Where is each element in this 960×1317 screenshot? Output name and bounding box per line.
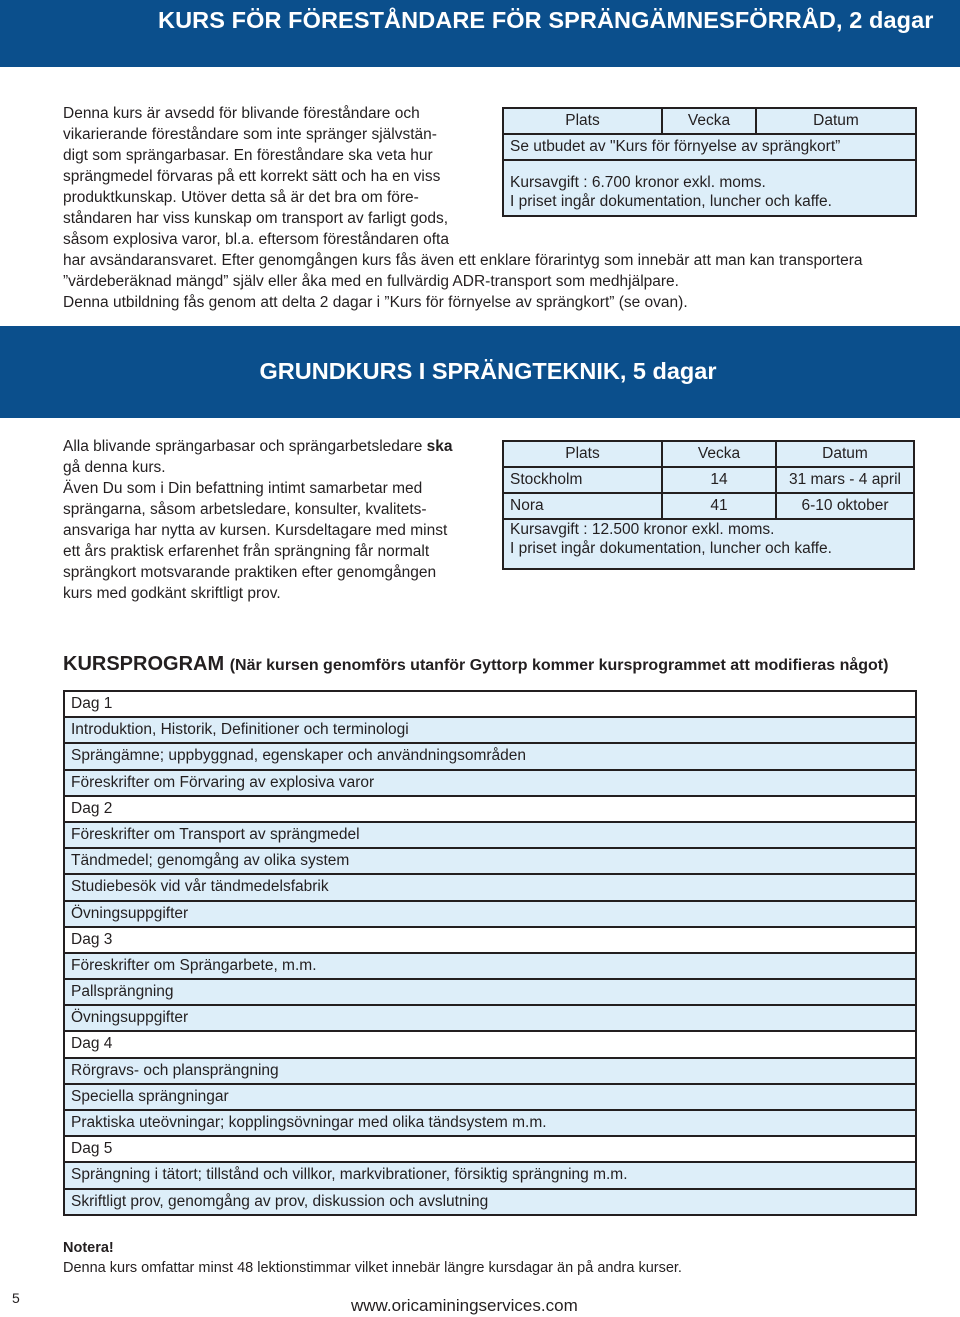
program-item: Föreskrifter om Transport av sprängmedel: [65, 823, 915, 849]
text-line: ståndaren har viss kunskap om transport av farligt gods,: [63, 210, 449, 227]
section-title: GRUNDKURS I SPRÄNGTEKNIK, 5 dagar: [259, 358, 717, 384]
text-line: ett års praktisk erfarenhet från sprängning får normalt: [63, 543, 430, 560]
location-cell: Nora: [503, 493, 662, 519]
program-item: Pallsprängning: [65, 980, 915, 1006]
column-header: Datum: [756, 108, 916, 134]
program-item: Introduktion, Historik, Definitioner och terminologi: [65, 718, 915, 744]
text-line: Även Du som i Din befattning intimt samarbetar med: [63, 480, 423, 497]
course-info-table: [502, 107, 917, 217]
emphasis-text: ska: [426, 438, 453, 455]
program-title: [63, 653, 888, 676]
program-day-header: Dag 1: [65, 692, 915, 718]
text-line: sprängmedel förvaras på ett korrekt sätt och ha en viss: [63, 168, 441, 185]
text-line: sprängkort motsvarande praktiken efter genomgången: [63, 564, 437, 581]
text-line: kurs med godkänt skriftligt prov.: [63, 585, 281, 602]
program-item: Sprängning i tätort; tillstånd och villkor, markvibrationer, försiktig sprängning m.m.: [65, 1163, 915, 1189]
course-description: [63, 103, 475, 250]
price-includes: I priset ingår dokumentation, luncher och kaffe.: [503, 193, 916, 216]
week-cell: 14: [662, 467, 776, 493]
text-line: har avsändaransvaret. Efter genomgången kurs fås även ett enklare förarintyg som innebär att man kan transportera: [63, 252, 863, 269]
schedule-note: Se utbudet av "Kurs för förnyelse av sprängkort”: [503, 134, 916, 160]
column-header: Datum: [776, 441, 914, 467]
program-item: Föreskrifter om Sprängarbete, m.m.: [65, 954, 915, 980]
course-schedule-table: [502, 440, 915, 570]
section-title: KURS FÖR FÖRESTÅNDARE FÖR SPRÄNGÄMNESFÖRRÅD, 2 dagar: [158, 7, 934, 33]
program-heading: KURSPROGRAM: [63, 653, 225, 675]
text-line: digt som sprängarbasar. En föreståndare ska veta hur: [63, 147, 433, 164]
column-header: Vecka: [662, 441, 776, 467]
program-item: Praktiska uteövningar; kopplingsövningar med olika tändsystem m.m.: [65, 1111, 915, 1137]
program-item: Övningsuppgifter: [65, 1006, 915, 1032]
note-text: Denna kurs omfattar minst 48 lektionstimmar vilket innebär längre kursdagar än på andra kurser.: [63, 1260, 682, 1276]
program-item: Speciella sprängningar: [65, 1085, 915, 1111]
spacer: [503, 160, 916, 173]
program-day-header: Dag 5: [65, 1137, 915, 1163]
text-line: produktkunskap. Utöver detta så är det bra om före-: [63, 189, 419, 206]
text-line: sprängarna, såsom arbetsledare, konsulter, kvalitets-: [63, 501, 427, 518]
program-item: Tändmedel; genomgång av olika system: [65, 849, 915, 875]
date-cell: 6-10 oktober: [776, 493, 914, 519]
column-header: Plats: [503, 108, 662, 134]
program-item: Föreskrifter om Förvaring av explosiva varor: [65, 771, 915, 797]
date-cell: 31 mars - 4 april: [776, 467, 914, 493]
course-banner-foreståndare: [0, 0, 960, 67]
program-item: Sprängämne; uppbyggnad, egenskaper och användningsområden: [65, 744, 915, 770]
program-item: Övningsuppgifter: [65, 902, 915, 928]
location-cell: Stockholm: [503, 467, 662, 493]
table-row: [503, 467, 914, 493]
course-description: [63, 436, 475, 604]
course-fee: Kursavgift : 6.700 kronor exkl. moms.: [503, 173, 916, 193]
course-banner-grundkurs: [0, 326, 960, 418]
table-header-row: [503, 441, 914, 467]
text-span: Alla blivande sprängarbasar och sprängarbetsledare: [63, 438, 427, 455]
page-number: 5: [12, 1290, 20, 1306]
course-program-table: [63, 690, 917, 1216]
program-item: Skriftligt prov, genomgång av prov, diskussion och avslutning: [65, 1190, 915, 1214]
course-fee: Kursavgift : 12.500 kronor exkl. moms.: [503, 519, 914, 540]
program-day-header: Dag 2: [65, 797, 915, 823]
text-line: Denna utbildning fås genom att delta 2 dagar i ”Kurs för förnyelse av sprängkort” (se ovan).: [63, 294, 688, 311]
text-line: gå denna kurs.: [63, 459, 166, 476]
program-item: Studiebesök vid vår tändmedelsfabrik: [65, 875, 915, 901]
text-line: ”värdeberäknad mängd” själv eller åka med en fullvärdig ADR-transport som medhjälpare.: [63, 273, 679, 290]
program-item: Rörgravs- och plansprängning: [65, 1059, 915, 1085]
program-day-header: Dag 4: [65, 1032, 915, 1058]
text-line: vikarierande föreståndare som inte spränger självstän-: [63, 126, 437, 143]
text-line: Denna kurs är avsedd för blivande föreståndare och: [63, 105, 420, 122]
table-row: [503, 493, 914, 519]
table-header-row: [503, 108, 916, 134]
column-header: Vecka: [662, 108, 756, 134]
column-header: Plats: [503, 441, 662, 467]
text-line: såsom explosiva varor, bl.a. eftersom föreståndaren ofta: [63, 231, 449, 248]
text-line: ansvariga har nytta av kursen. Kursdeltagare med minst: [63, 522, 448, 539]
program-subtitle: (När kursen genomförs utanför Gyttorp kommer kursprogrammet att modifieras något): [229, 657, 889, 674]
note-title: Notera!: [63, 1240, 114, 1256]
price-includes: I priset ingår dokumentation, luncher och kaffe.: [503, 540, 914, 569]
text-line: [63, 436, 475, 457]
course-description-continued: [63, 250, 943, 313]
program-day-header: Dag 3: [65, 928, 915, 954]
week-cell: 41: [662, 493, 776, 519]
website-url[interactable]: www.oricaminingservices.com: [351, 1296, 578, 1315]
